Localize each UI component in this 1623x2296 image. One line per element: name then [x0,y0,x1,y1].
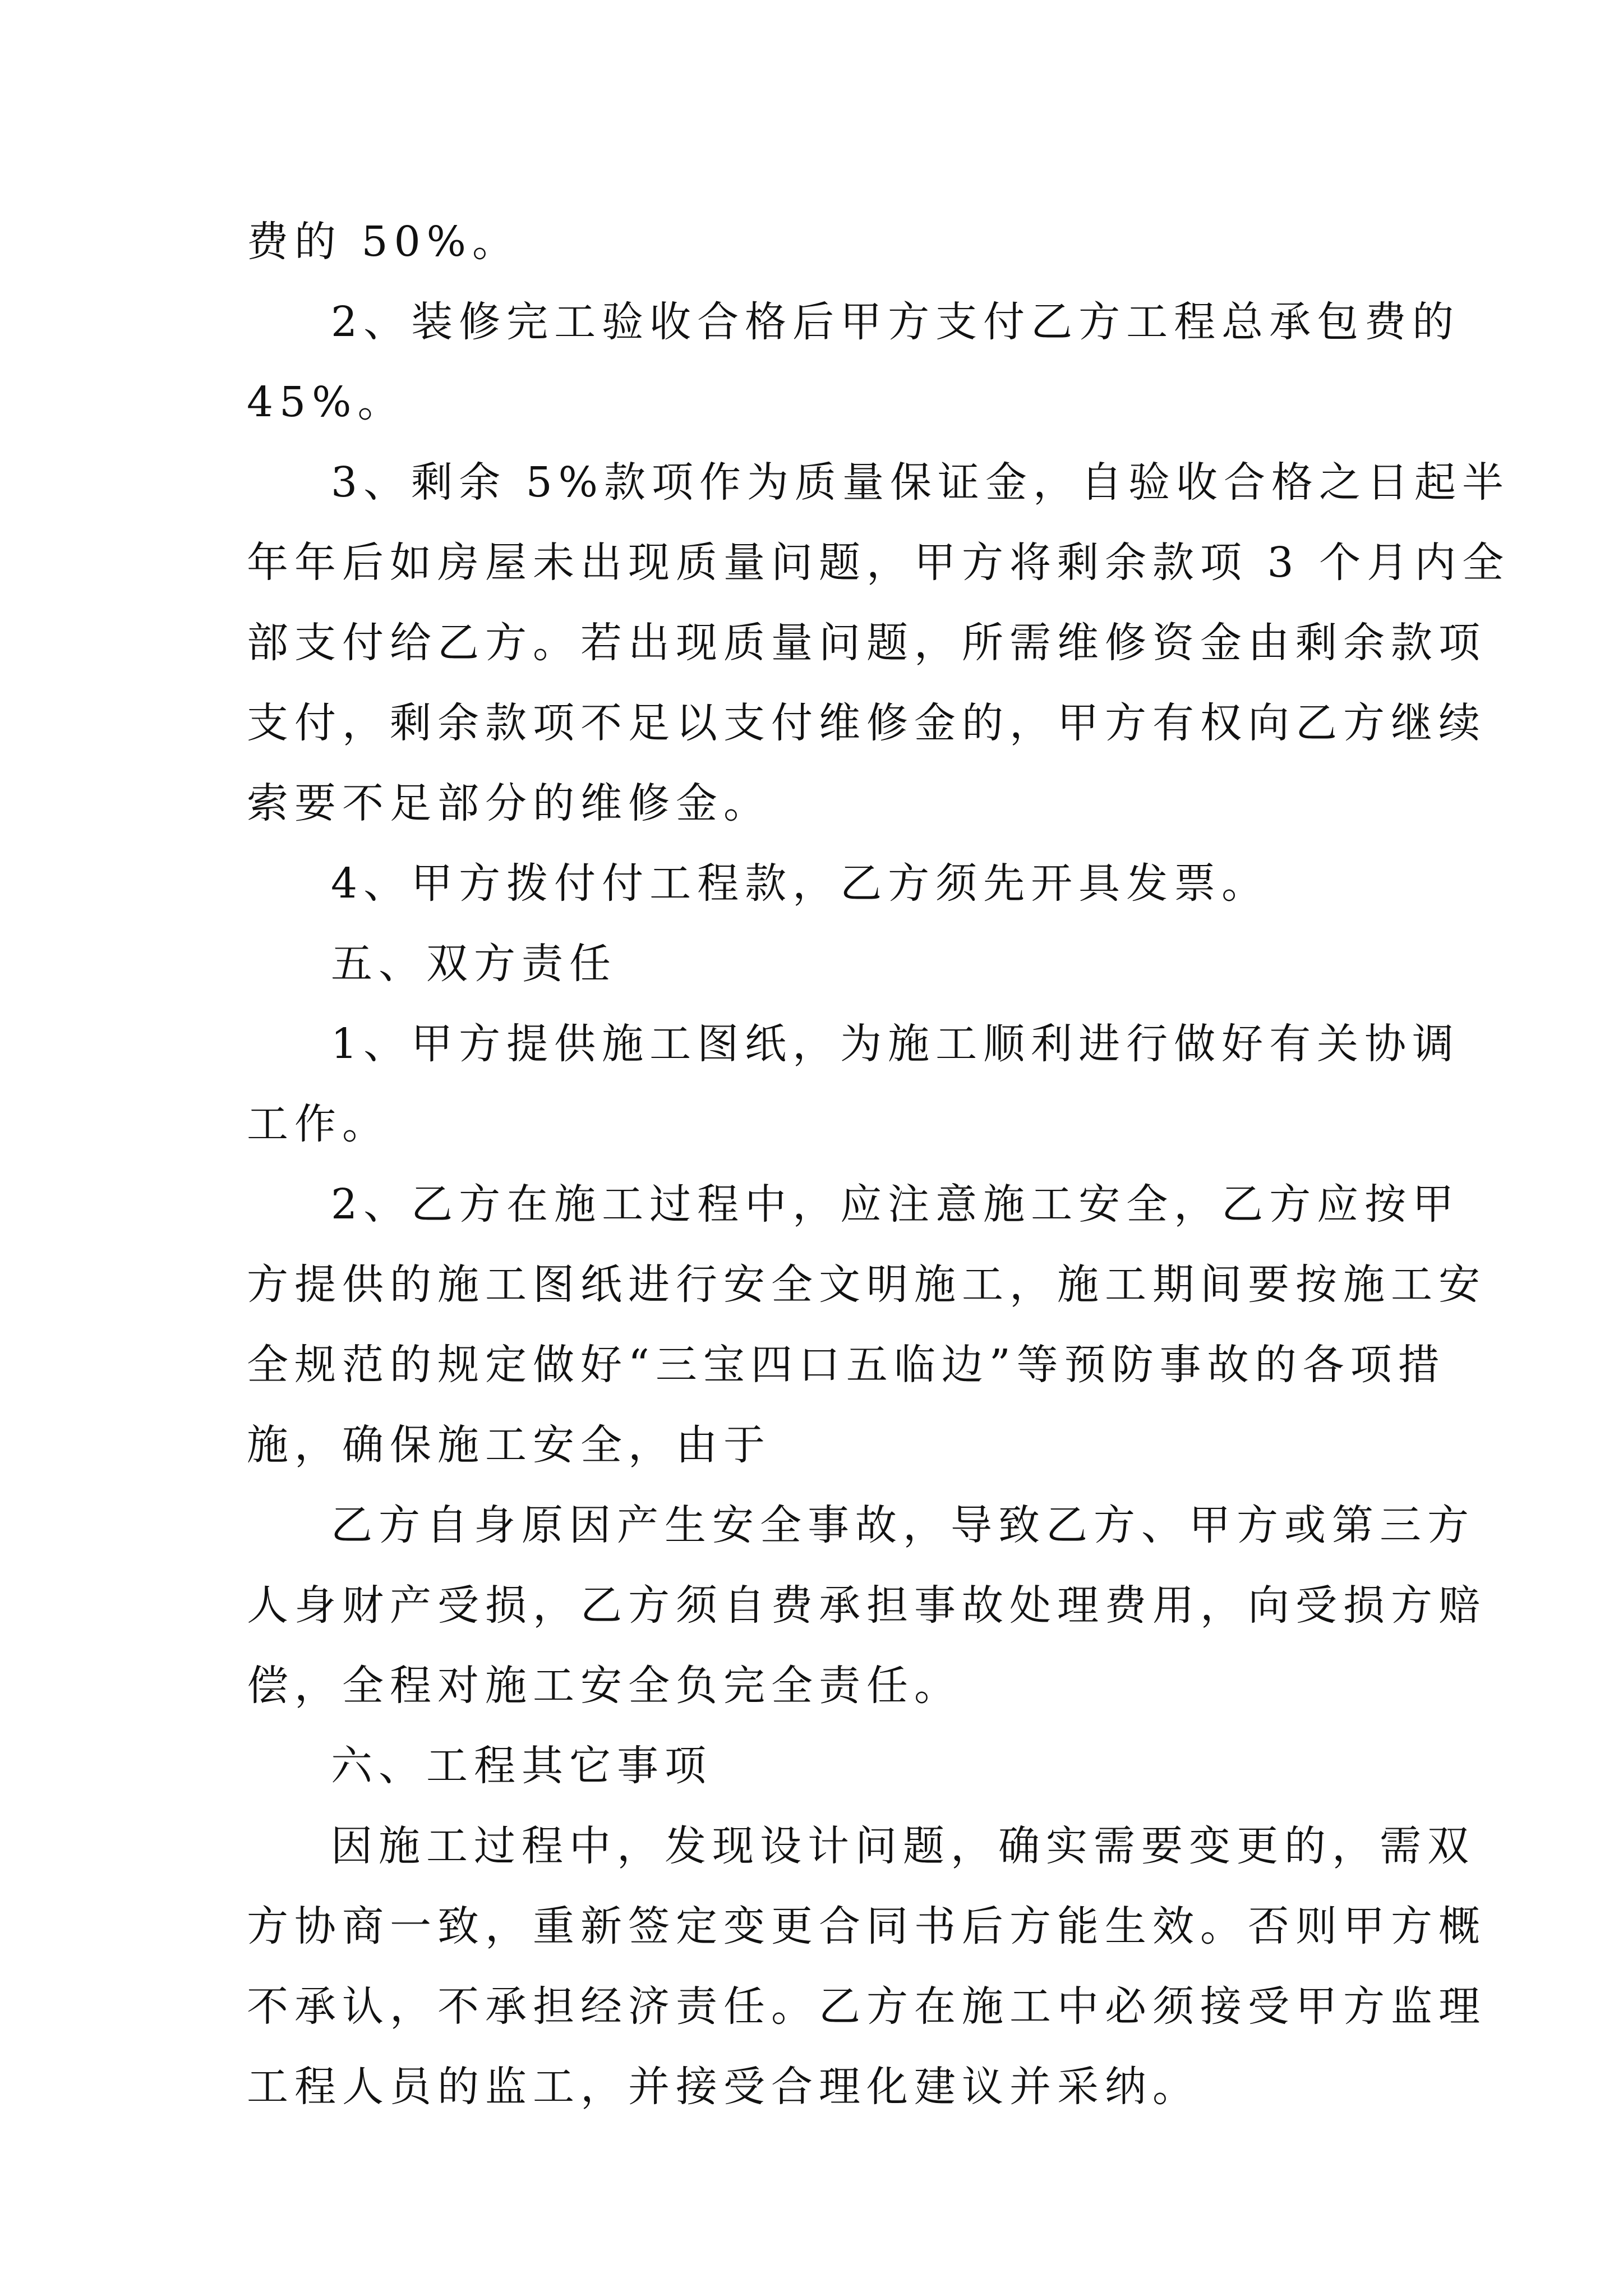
text-line: 施，确保施工安全，由于 [247,1421,771,1469]
text-line: 部支付给乙方。若出现质量问题，所需维修资金由剩余款项 [247,619,1486,667]
text-line: 工程人员的监工，并接受合理化建议并采纳。 [247,2063,1200,2111]
text-line: 费的 50%。 [247,218,520,266]
text-line: 年年后如房屋未出现质量问题，甲方将剩余款项 3 个月内全 [247,539,1510,587]
text-line: 3、剩余 5%款项作为质量保证金，自验收合格之日起半 [331,458,1510,507]
text-line: 偿，全程对施工安全负完全责任。 [247,1662,962,1710]
text-line: 全规范的规定做好“三宝四口五临边”等预防事故的各项措 [247,1341,1446,1389]
section-heading: 五、双方责任 [331,940,617,988]
text-line: 支付，剩余款项不足以支付维修金的，甲方有权向乙方继续 [247,699,1486,747]
text-line: 方协商一致，重新签定变更合同书后方能生效。否则甲方概 [247,1902,1486,1950]
text-line: 2、乙方在施工过程中，应注意施工安全，乙方应按甲 [331,1180,1460,1228]
text-line: 索要不足部分的维修金。 [247,779,771,827]
text-line: 1、甲方提供施工图纸，为施工顺利进行做好有关协调 [331,1020,1460,1068]
text-line: 45%。 [247,378,405,426]
text-line: 人身财产受损，乙方须自费承担事故处理费用，向受损方赔 [247,1581,1486,1630]
text-line: 2、装修完工验收合格后甲方支付乙方工程总承包费的 [331,298,1460,346]
text-line: 乙方自身原因产生安全事故，导致乙方、甲方或第三方 [331,1501,1475,1549]
text-line: 因施工过程中，发现设计问题，确实需要变更的，需双 [331,1822,1475,1870]
section-heading: 六、工程其它事项 [331,1742,712,1790]
document-page [247,202,1510,2127]
text-line: 工作。 [247,1100,390,1148]
text-line: 不承认，不承担经济责任。乙方在施工中必须接受甲方监理 [247,1982,1486,2031]
text-line: 4、甲方拨付付工程款，乙方须先开具发票。 [331,859,1270,908]
text-line: 方提供的施工图纸进行安全文明施工，施工期间要按施工安 [247,1260,1486,1309]
